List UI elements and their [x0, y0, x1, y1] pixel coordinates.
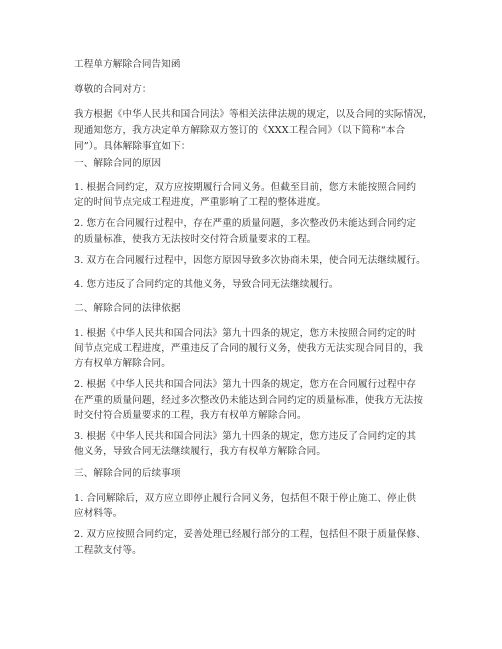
list-item-line: 1. 合同解除后，双方应立即停止履行合同义务，包括但不限于停止施工、停止供: [74, 493, 417, 504]
list-item-line: 的质量标准，使我方无法按时交付符合质量要求的工程。: [74, 234, 317, 245]
list-item-line: 2. 根据《中华人民共和国合同法》第九十四条的规定，您方在合同履行过程中存: [74, 379, 417, 390]
list-item-line: 方有权单方解除合同。: [74, 358, 171, 369]
document-title: 工程单方解除合同告知函: [74, 59, 181, 70]
intro-line: 我方根据《中华人民共和国合同法》等相关法律法规的规定，以及合同的实际情况，: [74, 109, 433, 120]
section-heading: 二、解除合同的法律依据: [74, 303, 181, 314]
list-item-line: 在严重的质量问题，经过多次整改仍未能达到合同约定的质量标准，使我方无法按: [74, 395, 423, 406]
intro-line: 现通知您方，我方决定单方解除双方签订的《XXX工程合同》（以下简称“本合: [74, 125, 406, 136]
list-item-line: 间节点完成工程进度，严重违反了合同的履行义务，使我方无法实现合同目的，我: [74, 343, 423, 354]
section-heading: 一、解除合同的原因: [74, 158, 162, 169]
list-item-line: 他义务，导致合同无法继续履行，我方有权单方解除合同。: [74, 446, 327, 457]
list-item-line: 2. 您方在合同履行过程中，存在严重的质量问题，多次整改仍未能达到合同约定: [74, 218, 417, 229]
list-item-line: 应材料等。: [74, 508, 123, 519]
list-item-line: 1. 根据《中华人民共和国合同法》第九十四条的规定，您方未按照合同约定的时: [74, 328, 417, 339]
list-item-line: 3. 根据《中华人民共和国合同法》第九十四条的规定，您方违反了合同约定的其: [74, 431, 417, 442]
intro-line: 同”）。具体解除事宜如下：: [74, 141, 191, 152]
list-item-line: 定的时间节点完成工程进度，严重影响了工程的整体进度。: [74, 197, 327, 208]
list-item-line: 4. 您方违反了合同约定的其他义务，导致合同无法继续履行。: [74, 279, 339, 290]
section-heading: 三、解除合同的后续事项: [74, 468, 181, 479]
list-item-line: 1. 根据合同约定，双方应按期履行合同义务。但截至目前，您方未能按照合同约: [74, 182, 417, 193]
list-item-line: 2. 双方应按照合同约定，妥善处理已经履行部分的工程，包括但不限于质量保修、: [74, 529, 426, 540]
list-item-line: 3. 双方在合同履行过程中，因您方原因导致多次协商未果，使合同无法继续履行。: [74, 255, 426, 266]
salutation: 尊敬的合同对方：: [74, 84, 152, 95]
list-item-line: 工程款支付等。: [74, 545, 142, 556]
list-item-line: 时交付符合质量要求的工程，我方有权单方解除合同。: [74, 410, 307, 421]
